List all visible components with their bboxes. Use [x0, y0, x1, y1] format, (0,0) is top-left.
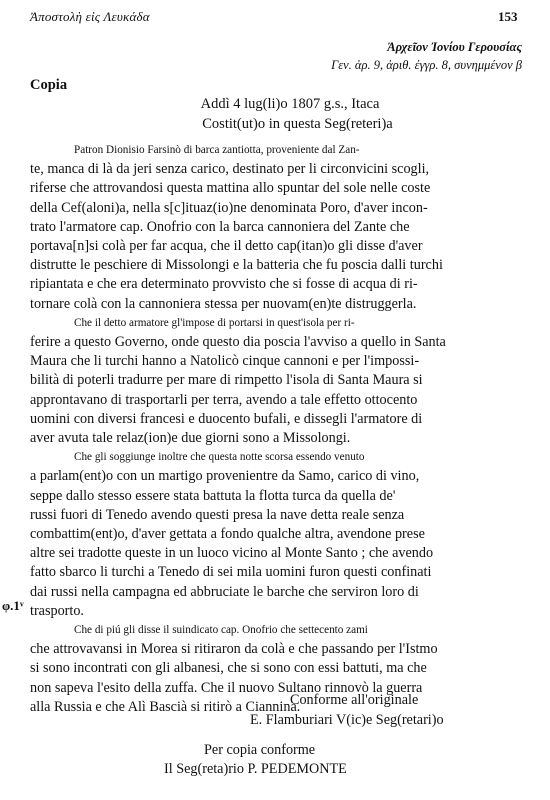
pedemonte-signature: Il Seg(reta)rio P. PEDEMONTE — [164, 761, 347, 777]
text-line: distrutte le peschiere di Missolongi e la batteria che fu poscia dalli turchi — [30, 257, 443, 274]
per-copia-line: Per copia conforme — [204, 742, 316, 758]
archive-citation: Γεν. ἀρ. 9, ἀριθ. ἐγγρ. 8, συνημμένον β — [331, 58, 522, 72]
text-line: combattim(ent)o, d'aver gettata a fondo qualche altra, avendone prese — [30, 526, 425, 543]
text-line: fatto sbarco li turchi a Tenedo di sei mila uomini furon questi confinati — [30, 564, 432, 581]
text-line: trato l'armatore cap. Onofrio con la barca cannoniera del Zante che — [30, 218, 410, 235]
text-line: tornare colà con la cannoniera stessa per nuovam(en)te distruggerla. — [30, 295, 417, 312]
document-heading: Costit(ut)o in questa Seg(reteri)a — [202, 116, 393, 132]
text-line: uomini con diversi francesi e duocento bufali, e dissegli l'armatore di — [30, 410, 423, 427]
text-line: non sapeva l'esito della zuffa. Che il nuovo Sultano rinnovò la guerra — [30, 679, 423, 696]
text-line: Che gli soggiunge inoltre che questa notte scorsa essendo venuto — [74, 451, 365, 464]
secretary-signature: E. Flamburiari V(ic)e Seg(retari)o — [250, 712, 444, 728]
conforme-line: Conforme all'originale — [290, 692, 419, 708]
paragraph — [30, 448, 526, 621]
archive-reference: Ἀρχεῖον Ἰονίου Γερουσίας — [387, 40, 522, 54]
text-line: te, manca di là da jeri senza carico, destinato per li circonvicini scogli, — [30, 161, 430, 178]
text-line: ferire a questo Governo, onde questo dia poscia l'avviso a quello in Santa — [30, 334, 446, 351]
text-line: si sono incontrati con gli albanesi, che si sono con essi battuti, ma che — [30, 660, 427, 677]
page-number: 153 — [498, 9, 518, 24]
text-line: Che di piú gli disse il suindicato cap. Onofrio che settecento zami — [74, 624, 368, 637]
text-line: Patron Dionisio Farsinò di barca zantiotta, proveniente dal Zan- — [74, 144, 360, 156]
text-line: della Cef(aloni)a, nella s[c]ituaz(io)ne denominata Poro, d'aver incon- — [30, 199, 428, 216]
text-line: alla Russia e che Alì Bascià si ritirò a Ciannina. — [30, 698, 301, 715]
text-line: bilità di poterli tradurre per mare di rimpetto l'isola di Santa Maura si — [30, 372, 423, 389]
paragraph — [30, 621, 526, 717]
text-line: seppe dallo stesso essere stata battuta la flotta turca da quella de' — [30, 487, 396, 504]
text-line: Che il detto armatore gl'impose di portarsi in quest'isola per ri- — [74, 316, 355, 329]
paragraph — [30, 314, 526, 448]
text-line: ripiantata e che era determinato provvisto che si fosse di acqua di ri- — [30, 276, 418, 293]
running-title: Ἀποστολὴ εἰς Λευκάδα — [30, 9, 150, 24]
paragraph — [30, 141, 526, 314]
text-line: Maura che li turchi hanno a Natolicò cinque cannoni e per l'impossi- — [30, 353, 420, 370]
text-line: altre sei tradotte queste in un luoco vicino al Monte Santo ; che avendo — [30, 545, 434, 562]
text-line: approntavano di trasportarli per terra, avendo a tale effetto ottocento — [30, 391, 418, 408]
document-date: Addì 4 lug(li)o 1807 g.s., Itaca — [200, 96, 380, 112]
text-line: dai russi nella campagna ed abbruciate le barche che serviron loro di — [30, 583, 419, 600]
document-body — [30, 141, 526, 717]
text-line: aver avuta tale relaz(ion)e due giorni sono a Missolongi. — [30, 430, 351, 447]
text-line: russi fuori di Tenedo avendo questi presa la nave detta reale senza — [30, 506, 405, 523]
text-line: che attrovavansi in Morea si ritiraron da colà e che passando per l'Istmo — [30, 641, 438, 658]
text-line: portava[n]si colà per far acqua, che il detto cap(itan)o gli disse d'aver — [30, 238, 423, 255]
text-line: riferse che attrovandosi questa mattina allo spuntar del sole nelle coste — [30, 180, 431, 197]
copia-label: Copia — [30, 77, 68, 93]
text-line: a parlam(ent)o con un martigo provenientre da Samo, carico di vino, — [30, 468, 420, 485]
folio-margin-note: φ.1ᵛ — [2, 598, 24, 613]
text-line: trasporto. — [30, 602, 84, 619]
